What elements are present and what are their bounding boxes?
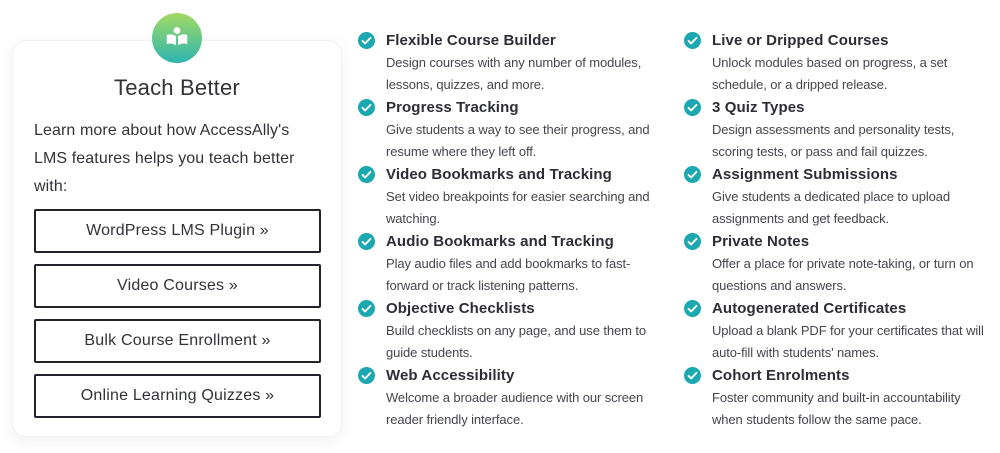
feature-item <box>358 30 670 95</box>
button-wordpress-lms-plugin[interactable]: WordPress LMS Plugin » <box>34 209 321 253</box>
check-icon <box>684 367 701 384</box>
feature-item <box>358 97 670 162</box>
button-online-learning-quizzes[interactable]: Online Learning Quizzes » <box>34 374 321 418</box>
feature-description: Unlock modules based on progress, a set schedule, or a dripped release. <box>712 55 948 92</box>
teach-better-card <box>12 40 342 437</box>
feature-item <box>684 97 990 162</box>
check-icon <box>684 233 701 250</box>
feature-description: Give students a way to see their progress, and resume where they left off. <box>386 122 650 159</box>
feature-description: Give students a dedicated place to upload assignments and get feedback. <box>712 189 951 226</box>
feature-description: Design courses with any number of modules, lessons, quizzes, and more. <box>386 55 642 92</box>
feature-item <box>358 231 670 296</box>
feature-title: Audio Bookmarks and Tracking <box>386 233 614 250</box>
feature-title: Autogenerated Certificates <box>712 300 907 317</box>
feature-description: Build checklists on any page, and use them to guide students. <box>386 323 646 360</box>
feature-title: Live or Dripped Courses <box>712 32 889 49</box>
feature-item <box>684 231 990 296</box>
check-icon <box>358 32 375 49</box>
feature-column-2 <box>684 30 990 432</box>
button-video-courses[interactable]: Video Courses » <box>34 264 321 308</box>
check-icon <box>684 99 701 116</box>
feature-title: Video Bookmarks and Tracking <box>386 166 612 183</box>
feature-item <box>358 365 670 430</box>
feature-title: Private Notes <box>712 233 810 250</box>
feature-item <box>684 298 990 363</box>
feature-item <box>358 164 670 229</box>
card-description: Learn more about how AccessAlly's LMS features helps you teach better with: <box>34 122 295 195</box>
feature-title: Progress Tracking <box>386 99 519 116</box>
feature-description: Play audio files and add bookmarks to fast-forward or track listening patterns. <box>386 256 631 293</box>
feature-description: Set video breakpoints for easier searching and watching. <box>386 189 650 226</box>
feature-item <box>684 164 990 229</box>
book-reader-icon <box>152 13 202 63</box>
card-title: Teach Better <box>114 75 240 100</box>
feature-description: Foster community and built-in accountability when students follow the same pace. <box>712 390 961 427</box>
feature-item <box>684 365 990 430</box>
feature-description: Welcome a broader audience with our screen reader friendly interface. <box>386 390 644 427</box>
check-icon <box>684 32 701 49</box>
feature-description: Upload a blank PDF for your certificates that will auto-fill with students' names. <box>712 323 984 360</box>
feature-description: Offer a place for private note-taking, or turn on questions and answers. <box>712 256 974 293</box>
feature-title: Flexible Course Builder <box>386 32 556 49</box>
feature-title: Cohort Enrolments <box>712 367 850 384</box>
feature-title: Web Accessibility <box>386 367 515 384</box>
feature-item <box>684 30 990 95</box>
feature-item <box>358 298 670 363</box>
check-icon <box>684 166 701 183</box>
check-icon <box>358 300 375 317</box>
card-button-group <box>34 209 320 418</box>
feature-description: Design assessments and personality tests, scoring tests, or pass and fail quizzes. <box>712 122 955 159</box>
check-icon <box>684 300 701 317</box>
feature-title: Objective Checklists <box>386 300 535 317</box>
feature-column-1 <box>358 30 670 432</box>
check-icon <box>358 99 375 116</box>
button-bulk-course-enrollment[interactable]: Bulk Course Enrollment » <box>34 319 321 363</box>
check-icon <box>358 233 375 250</box>
check-icon <box>358 166 375 183</box>
check-icon <box>358 367 375 384</box>
feature-title: 3 Quiz Types <box>712 99 805 116</box>
feature-title: Assignment Submissions <box>712 166 898 183</box>
